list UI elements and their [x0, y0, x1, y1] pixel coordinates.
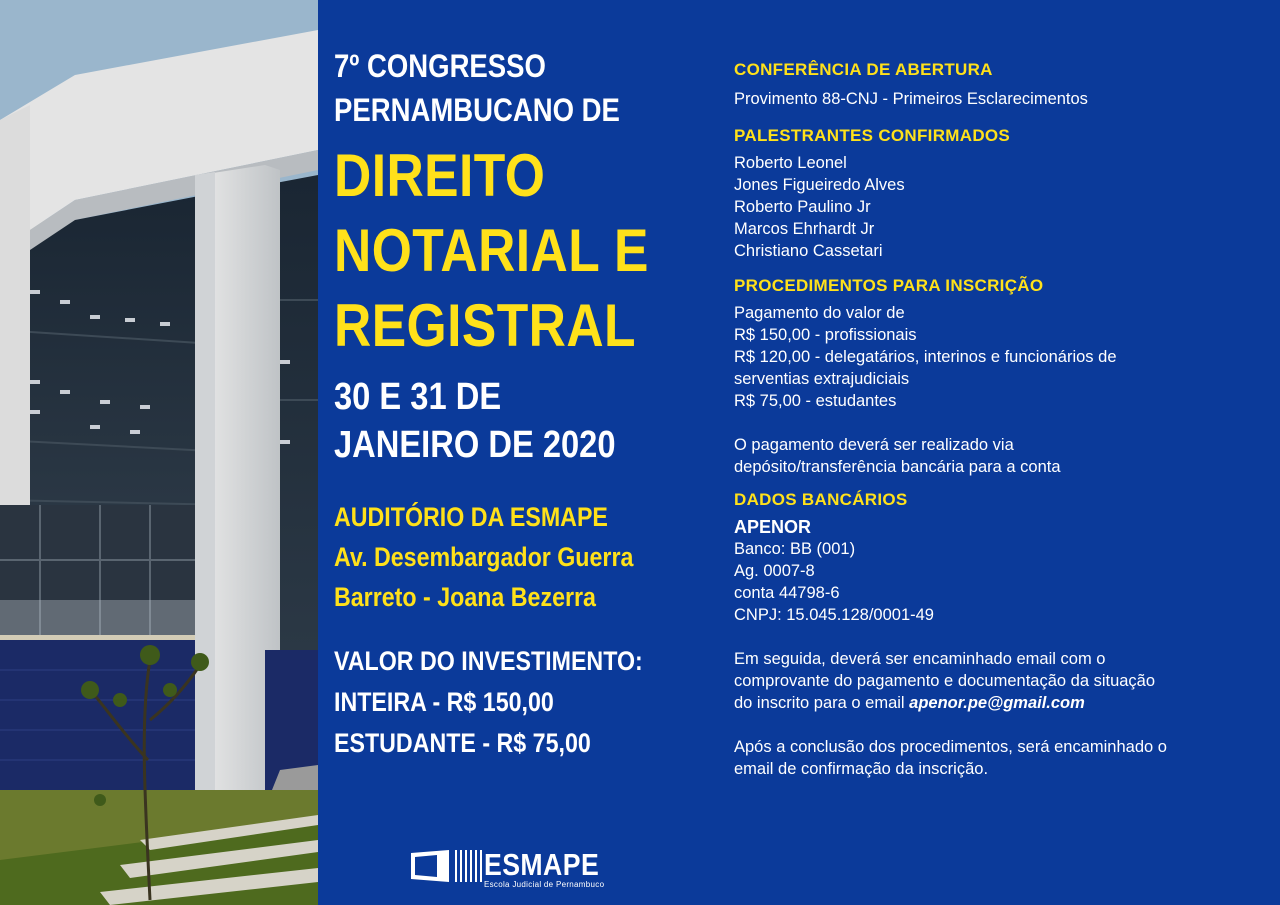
esmape-logo: [411, 847, 618, 889]
speaker-name: Christiano Cassetari: [734, 242, 883, 260]
followup-line: comprovante do pagamento e documentação da situação: [734, 672, 1156, 690]
event-title-line: NOTARIAL E: [334, 217, 649, 284]
confirmation-line: Após a conclusão dos procedimentos, será encaminhado o: [734, 738, 1167, 756]
followup-email-line: [734, 692, 1264, 714]
opening-heading: CONFERÊNCIA DE ABERTURA: [734, 60, 993, 79]
event-title-block: [334, 44, 694, 764]
esmape-logo-text: [484, 847, 618, 889]
venue-name: AUDITÓRIO DA ESMAPE: [334, 502, 608, 532]
registration-line: R$ 120,00 - delegatários, interinos e funcionários de: [734, 348, 1117, 366]
payment-instruction-line: O pagamento deverá ser realizado via: [734, 436, 1014, 454]
registration-line: serventias extrajudiciais: [734, 370, 910, 388]
esmape-logo-name: ESMAPE: [484, 847, 600, 882]
followup-email-prefix: do inscrito para o email: [734, 694, 910, 712]
investment-heading: VALOR DO INVESTIMENTO:: [334, 646, 643, 676]
building-photo: [0, 0, 318, 905]
esmape-logo-tagline: Escola Judicial de Pernambuco: [484, 880, 605, 889]
venue-address-line: Barreto - Joana Bezerra: [334, 582, 596, 612]
bank-detail-line: Ag. 0007-8: [734, 562, 815, 580]
bank-detail-line: CNPJ: 15.045.128/0001-49: [734, 606, 934, 624]
event-title-line: DIREITO: [334, 142, 546, 209]
esmape-logo-mark-icon: [411, 850, 449, 882]
registration-line: R$ 150,00 - profissionais: [734, 326, 917, 344]
bank-detail-line: Banco: BB (001): [734, 540, 856, 558]
investment-price-line: ESTUDANTE - R$ 75,00: [334, 728, 591, 758]
speakers-heading: PALESTRANTES CONFIRMADOS: [734, 126, 1011, 145]
speaker-name: Marcos Ehrhardt Jr: [734, 220, 875, 238]
followup-line: Em seguida, deverá ser encaminhado email com o: [734, 650, 1106, 668]
event-details: [734, 58, 1264, 780]
registration-line: Pagamento do valor de: [734, 304, 905, 322]
bank-heading: DADOS BANCÁRIOS: [734, 490, 908, 509]
venue-address-line: Av. Desembargador Guerra: [334, 542, 634, 572]
bank-account-holder: APENOR: [734, 517, 812, 537]
bank-detail-line: conta 44798-6: [734, 584, 840, 602]
confirmation-line: email de confirmação da inscrição.: [734, 760, 989, 778]
registration-heading: PROCEDIMENTOS PARA INSCRIÇÃO: [734, 276, 1044, 295]
event-subtitle-line: 7º CONGRESSO: [334, 48, 546, 84]
contact-email[interactable]: apenor.pe@gmail.com: [909, 694, 1085, 712]
event-title-line: REGISTRAL: [334, 292, 637, 359]
registration-line: R$ 75,00 - estudantes: [734, 392, 897, 410]
speaker-name: Roberto Paulino Jr: [734, 198, 871, 216]
event-date-line: JANEIRO DE 2020: [334, 424, 616, 466]
speaker-name: Roberto Leonel: [734, 154, 847, 172]
event-date-line: 30 E 31 DE: [334, 376, 502, 418]
esmape-logo-bars-icon: [455, 850, 482, 882]
speaker-name: Jones Figueiredo Alves: [734, 176, 905, 194]
payment-instruction-line: depósito/transferência bancária para a conta: [734, 458, 1061, 476]
opening-text: Provimento 88-CNJ - Primeiros Esclarecimentos: [734, 90, 1088, 108]
event-subtitle-line: PERNAMBUCANO DE: [334, 92, 620, 128]
investment-price-line: INTEIRA - R$ 150,00: [334, 687, 554, 717]
